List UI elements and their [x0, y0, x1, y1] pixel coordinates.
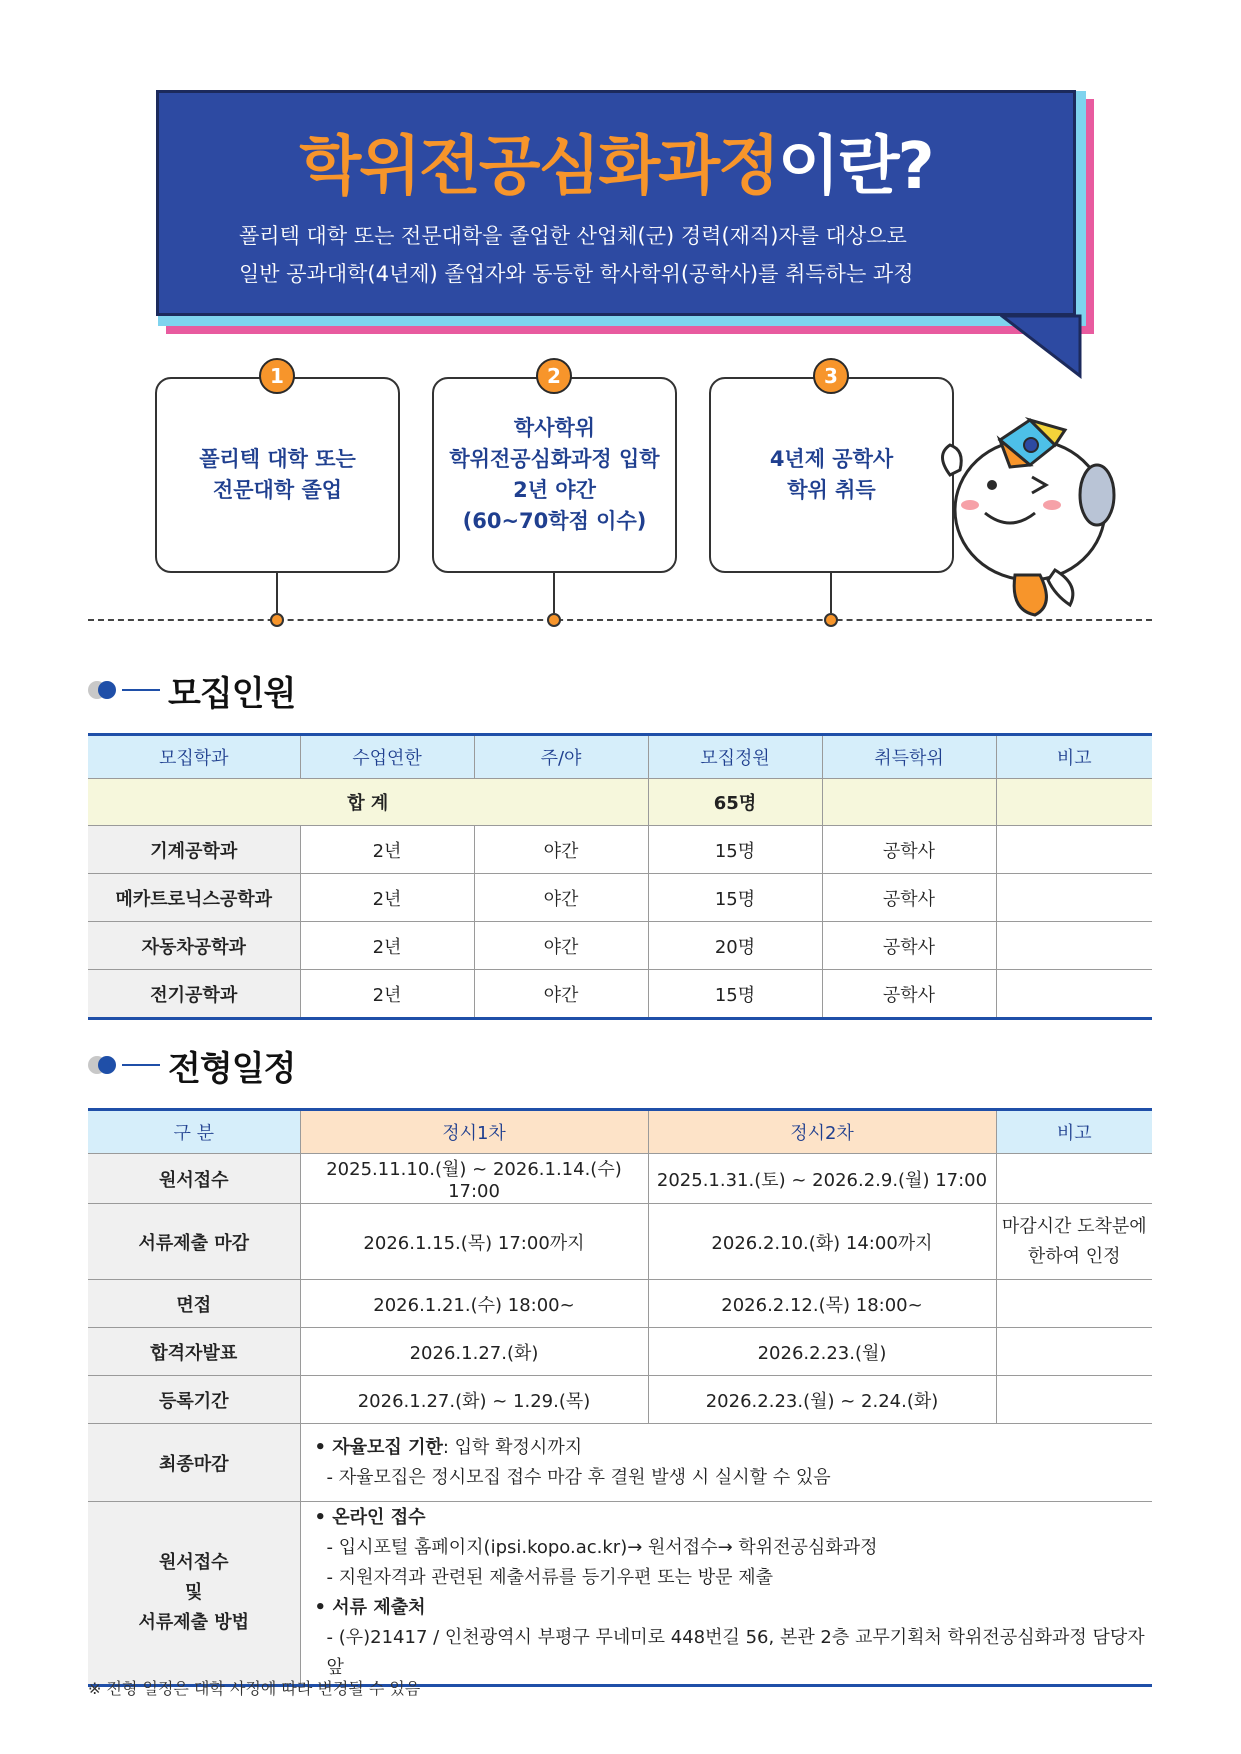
step-3-number: 3 [813, 358, 849, 394]
recruit-daynight: 야간 [474, 970, 648, 1019]
method-label [88, 1502, 300, 1686]
table-row [88, 1154, 1152, 1204]
recruit-total-note [996, 779, 1152, 826]
recruit-daynight: 야간 [474, 922, 648, 970]
recruit-total-label: 합 계 [88, 779, 648, 826]
schedule-note [996, 1280, 1152, 1328]
recruit-quota: 15명 [648, 826, 822, 874]
mascot-illustration [930, 415, 1130, 625]
recruit-header-daynight: 주/야 [474, 735, 648, 779]
method-bullet-online: • 온라인 접수 [314, 1507, 426, 1528]
final-deadline-label: 최종마감 [88, 1424, 300, 1502]
recruit-header-degree: 취득학위 [822, 735, 996, 779]
schedule-note [996, 1154, 1152, 1204]
method-bullet-address: • 서류 제출처 [314, 1597, 426, 1618]
final-sub: - 자율모집은 정시모집 접수 마감 후 결원 발생 시 실시할 수 있음 [326, 1466, 831, 1488]
recruit-table [88, 733, 1152, 1020]
schedule-round1: 2025.11.10.(월) ~ 2026.1.14.(수) 17:00 [300, 1154, 648, 1204]
step-3-line1: 4년제 공학사 [769, 447, 894, 471]
recruit-header-dept: 모집학과 [88, 735, 300, 779]
schedule-note-line1: 마감시간 도착분에 [1001, 1215, 1147, 1237]
recruit-dept: 메카트로닉스공학과 [88, 874, 300, 922]
table-row [88, 1328, 1152, 1376]
recruit-note [996, 826, 1152, 874]
schedule-round2: 2026.2.23.(월) [648, 1328, 996, 1376]
heading-line [122, 689, 160, 691]
step-2-line2: 학위전공심화과정 입학 [449, 447, 660, 471]
schedule-round1: 2026.1.27.(화) [300, 1328, 648, 1376]
recruit-years: 2년 [300, 970, 474, 1019]
recruit-dept: 기계공학과 [88, 826, 300, 874]
schedule-note [996, 1376, 1152, 1424]
schedule-label: 등록기간 [88, 1376, 300, 1424]
recruit-note [996, 922, 1152, 970]
method-label-line3: 서류제출 방법 [138, 1612, 250, 1633]
step-2-box [432, 377, 677, 573]
table-row [88, 1376, 1152, 1424]
schedule-table [88, 1108, 1152, 1687]
table-row [88, 826, 1152, 874]
step-2-line4: (60~70학점 이수) [462, 509, 647, 533]
table-row [88, 1204, 1152, 1280]
heading-blue-dot [98, 1056, 116, 1074]
recruit-daynight: 야간 [474, 874, 648, 922]
schedule-round2: 2026.2.10.(화) 14:00까지 [648, 1204, 996, 1280]
schedule-round2: 2026.2.12.(목) 18:00~ [648, 1280, 996, 1328]
schedule-label: 원서접수 [88, 1154, 300, 1204]
recruit-dept: 자동차공학과 [88, 922, 300, 970]
table-row [88, 922, 1152, 970]
banner-desc-line2: 일반 공과대학(4년제) 졸업자와 동등한 학사학위(공학사)를 취득하는 과정 [239, 262, 914, 286]
recruit-degree: 공학사 [822, 826, 996, 874]
recruit-quota: 20명 [648, 922, 822, 970]
heading-blue-dot [98, 681, 116, 699]
method-label-line1: 원서접수 [158, 1552, 229, 1573]
schedule-header-row [88, 1110, 1152, 1154]
banner-title-orange: 학위전공심화과정 [299, 130, 778, 204]
schedule-note [996, 1328, 1152, 1376]
step-1-connector [276, 573, 278, 613]
schedule-note [996, 1204, 1152, 1280]
final-deadline-content [300, 1424, 1152, 1502]
method-label-line2: 및 [185, 1582, 203, 1603]
recruit-daynight: 야간 [474, 826, 648, 874]
banner-desc-line1: 폴리텍 대학 또는 전문대학을 졸업한 산업체(군) 경력(재직)자를 대상으로 [239, 224, 907, 248]
recruit-header-note: 비고 [996, 735, 1152, 779]
step-2-number: 2 [536, 358, 572, 394]
step-1-box [155, 377, 400, 573]
recruit-degree: 공학사 [822, 970, 996, 1019]
final-deadline-row [88, 1424, 1152, 1502]
recruit-total-row [88, 779, 1152, 826]
schedule-round1: 2026.1.21.(수) 18:00~ [300, 1280, 648, 1328]
schedule-note-line2: 한하여 인정 [1027, 1245, 1121, 1267]
schedule-header-round2: 정시2차 [648, 1110, 996, 1154]
step-3-connector [830, 573, 832, 613]
recruit-header-years: 수업연한 [300, 735, 474, 779]
recruit-heading-text: 모집인원 [168, 673, 296, 714]
step-2-line3: 2년 야간 [513, 478, 596, 502]
table-row [88, 1280, 1152, 1328]
recruit-quota: 15명 [648, 874, 822, 922]
step-3-dot [824, 613, 838, 627]
schedule-round2: 2026.2.23.(월) ~ 2.24.(화) [648, 1376, 996, 1424]
recruit-section-heading [88, 670, 296, 714]
method-sub-portal: - 입시포털 홈페이지(ipsi.kopo.ac.kr)→ 원서접수→ 학위전공심화과정 [326, 1537, 878, 1558]
banner-title-white: 이란? [777, 130, 933, 204]
schedule-label: 합격자발표 [88, 1328, 300, 1376]
final-bullet-title: • 자율모집 기한 [314, 1436, 443, 1458]
method-sub-address: - (우)21417 / 인천광역시 부평구 무네미로 448번길 56, 본관 2층 교무기획처 학위전공심화과정 담당자 앞 [326, 1627, 1145, 1678]
recruit-header-quota: 모집정원 [648, 735, 822, 779]
schedule-label: 면접 [88, 1280, 300, 1328]
recruit-note [996, 874, 1152, 922]
speech-tail [1000, 312, 1090, 382]
schedule-label: 서류제출 마감 [88, 1204, 300, 1280]
recruit-dept: 전기공학과 [88, 970, 300, 1019]
method-row [88, 1502, 1152, 1686]
method-content [300, 1502, 1152, 1686]
schedule-heading-text: 전형일정 [168, 1048, 296, 1089]
step-3-box [709, 377, 954, 573]
step-3-line2: 학위 취득 [787, 478, 876, 502]
step-2-line1: 학사학위 [513, 416, 596, 440]
step-1-dot [270, 613, 284, 627]
banner-title [159, 115, 1073, 207]
table-row [88, 970, 1152, 1019]
schedule-header-note: 비고 [996, 1110, 1152, 1154]
schedule-round2: 2025.1.31.(토) ~ 2026.2.9.(월) 17:00 [648, 1154, 996, 1204]
method-sub-documents: - 지원자격과 관련된 제출서류를 등기우편 또는 방문 제출 [326, 1567, 773, 1588]
intro-banner [156, 90, 1076, 316]
step-1-line2: 전문대학 졸업 [212, 478, 343, 502]
recruit-years: 2년 [300, 826, 474, 874]
recruit-total-degree [822, 779, 996, 826]
recruit-note [996, 970, 1152, 1019]
recruit-degree: 공학사 [822, 874, 996, 922]
step-1-line1: 폴리텍 대학 또는 [199, 447, 356, 471]
table-row [88, 874, 1152, 922]
recruit-degree: 공학사 [822, 922, 996, 970]
step-1-number: 1 [259, 358, 295, 394]
schedule-header-round1: 정시1차 [300, 1110, 648, 1154]
footnote: ※ 전형 일정은 대학 사정에 따라 변경될 수 있음 [88, 1679, 421, 1698]
step-2-dot [547, 613, 561, 627]
recruit-quota: 15명 [648, 970, 822, 1019]
step-2-connector [553, 573, 555, 613]
recruit-header-row [88, 735, 1152, 779]
schedule-round1: 2026.1.15.(목) 17:00까지 [300, 1204, 648, 1280]
schedule-round1: 2026.1.27.(화) ~ 1.29.(목) [300, 1376, 648, 1424]
recruit-years: 2년 [300, 922, 474, 970]
final-bullet-rest: : 입학 확정시까지 [442, 1436, 583, 1458]
banner-description [239, 217, 913, 293]
schedule-header-category: 구 분 [88, 1110, 300, 1154]
heading-line [122, 1064, 160, 1066]
schedule-section-heading [88, 1045, 296, 1089]
recruit-total-value: 65명 [648, 779, 822, 826]
recruit-years: 2년 [300, 874, 474, 922]
